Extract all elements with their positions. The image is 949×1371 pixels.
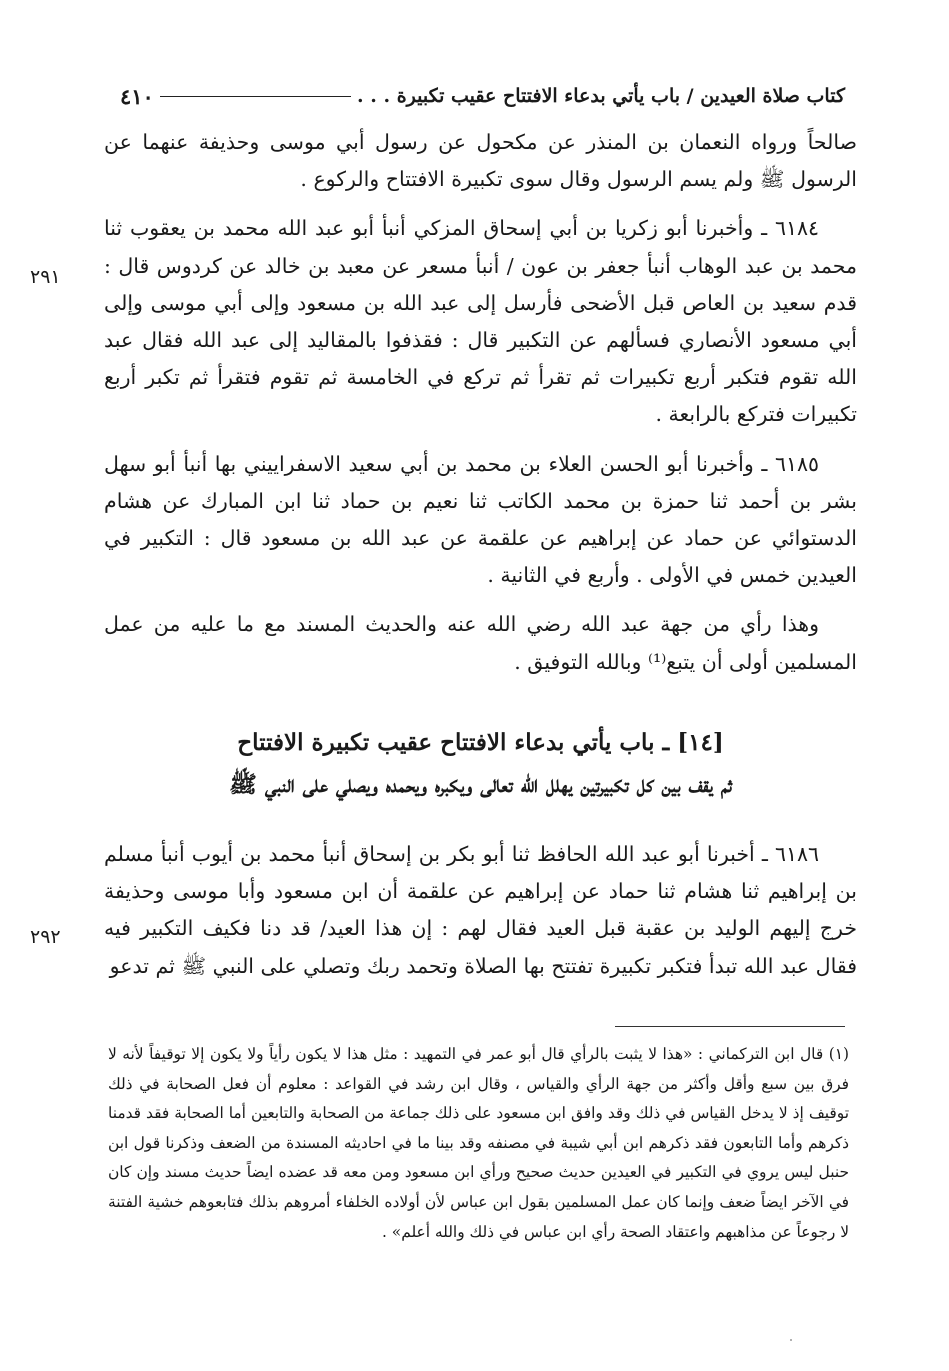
footnote-rule — [615, 1026, 845, 1027]
paragraph: ٦١٨٦ ـ أخبرنا أبو عبد الله الحافظ ثنا أبو بكر بن إسحاق أنبأ محمد بن أيوب أنبأ مسلم بن إبراهيم ثنا هشام ثنا حماد عن إبراهيم عن علقمة أن ابن مسعود وأبا موسى وحذيفة خرج إليهم الوليد بن عقبة قبل العيد فقال لهم : إن هذا العيد/ قد دنا فكيف التكبير فيه فقال عبد الله تبدأ فتكبر تكبيرة تفتتح بها الصلاة وتحمد ربك وتصلي على النبي ﷺ ثم تدعو — [104, 842, 857, 978]
page-header — [108, 80, 845, 112]
hadith-text — [104, 836, 857, 985]
paragraph: ٦١٨٥ ـ وأخبرنا أبو الحسن العلاء بن محمد بن أبي سعيد الاسفراييني بها أنبأ أبو سهل بشر بن أحمد ثنا حمزة بن محمد الكاتب ثنا نعيم بن حماد ثنا ابن المبارك عن هشام الدستوائي عن حماد عن إبراهيم عن علقمة عن عبد الله بن مسعود قال : التكبير في العيدين خمس في الأولى . وأربع في الثانية . — [104, 451, 857, 588]
paragraph: ٦١٨٤ ـ وأخبرنا أبو زكريا بن أبي إسحاق المزكي أنبأ أبو عبد الله محمد بن يعقوب ثنا محمد بن عبد الوهاب أنبأ جعفر بن عون / أنبأ مسعر عن معبد بن خالد عن كردوس قال : قدم سعيد بن العاص قبل الأضحى فأرسل إلى عبد الله بن مسعود وإلى أبي موسى وإلى أبي مسعود الأنصاري فسألهم عن التكبير قال : فقذفوا بالمقاليد إلى عبد الله فقال عبد الله تقوم فتكبر أربع تكبيرات ثم تقرأ ثم تركع في الخامسة ثم تقوم فتقرأ ثم تكبر أربع تكبيرات فتركع بالرابعة . — [104, 216, 857, 427]
running-title: كتاب صلاة العيدين / باب يأتي بدعاء الافتتاح عقيب تكبيرة . . . — [357, 85, 845, 107]
paragraph: صالحاً ورواه النعمان بن المنذر عن مكحول عن رسول أبي موسى وحذيفة عنهما عن الرسول ﷺ ولم يسم الرسول وقال سوى تكبيرة الافتتاح والركوع . — [104, 130, 857, 192]
margin-number: ٢٩١ — [30, 266, 61, 288]
chapter-heading-line2: ثم يقف بين كل تكبيرتين يهلل الله تعالى ويكبره ويحمده ويصلي على النبي ﷺ — [229, 771, 732, 798]
chapter-heading — [104, 722, 857, 806]
header-rule — [160, 96, 351, 97]
footnote-text: (١) قال ابن التركماني : «هذا لا يثبت بالرأي قال أبو عمر في التمهيد : مثل هذا لا يكون رأياً ولا يكون إلا توقيفاً لأنه لا فرق بين سبع وأقل وأكثر من جهة الرأي والقياس ، وقال ابن رشد في القواعد : معلوم أن فعل الصحابة في ذلك توقيف إذ لا يدخل القياس في ذلك وقد وافق ابن مسعود على ذلك جماعة من الصحابة والتابعين أما الصحابة فقد قدمنا ذكرهم وأما التابعون فقد ذكرهم ابن أبي شيبة في مصنفه وقد بينا ما في احاديثه المسندة من الضعف وذكرنا قول ابن حنبل ليس يروي في التكبير في العيدين حديث صحيح ورأي ابن مسعود ومن معه قد عضده ايضاً حديث مسند وإن كان في الآخر ايضاً ضعف وإنما كان عمل المسلمين بقول ابن عباس لأن أولاده الخلفاء أمروهم بذلك فتابعوهم خشية الفتنة لا رجوعاً عن مذاهبهم واعتقاد الصحة رأي ابن عباس في ذلك والله أعلم» . — [108, 1045, 849, 1241]
chapter-heading-line1: [١٤] ـ باب يأتي بدعاء الافتتاح عقيب تكبيرة الافتتاح — [237, 729, 724, 756]
margin-number: ٢٩٢ — [30, 926, 61, 948]
scan-speck — [790, 1339, 792, 1341]
page-number: ٤١٠ — [120, 83, 154, 109]
footnote — [108, 1040, 849, 1247]
paragraph: وهذا رأي من جهة عبد الله رضي الله عنه والحديث المسند مع ما عليه من عمل المسلمين أولى أن يتبع⁽¹⁾ وبالله التوفيق . — [104, 612, 857, 674]
main-text — [104, 124, 857, 693]
